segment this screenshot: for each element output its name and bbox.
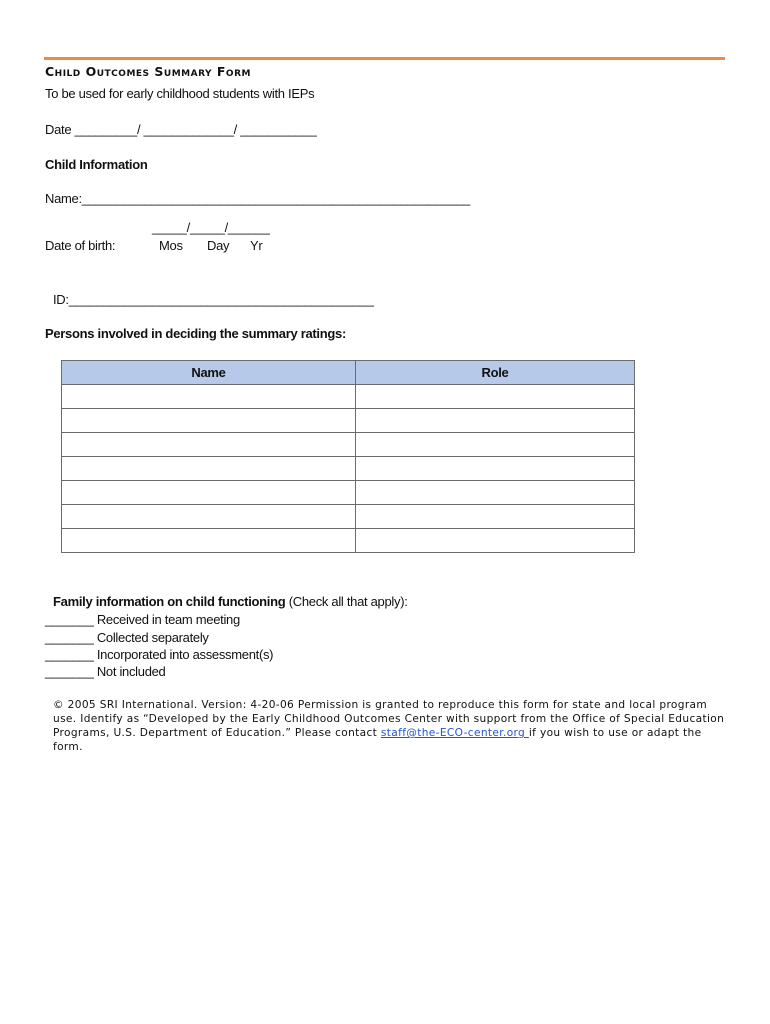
family-heading-bold: Family information on child functioning [53, 594, 286, 609]
name-cell[interactable] [62, 409, 356, 433]
role-cell[interactable] [356, 457, 635, 481]
family-option-collected-separately[interactable]: _______ Collected separately [45, 630, 209, 645]
dob-day-label: Day [207, 238, 230, 253]
role-cell[interactable] [356, 433, 635, 457]
family-heading-rest: (Check all that apply): [285, 594, 408, 609]
form-subtitle: To be used for early childhood students with IEPs [45, 86, 315, 101]
id-field[interactable]: ID:____________________________________________ [53, 292, 374, 307]
column-header-name: Name [62, 361, 356, 385]
form-title: Child Outcomes Summary Form [45, 64, 251, 79]
child-info-heading: Child Information [45, 157, 148, 172]
table-row [62, 457, 635, 481]
footer-text-end: if you wish to use or adapt the form. [53, 727, 702, 753]
name-field[interactable]: Name:________________________________________________________ [45, 191, 470, 206]
contact-email-link[interactable]: staff@the-ECO-center.org [380, 727, 529, 739]
table-header-row [62, 361, 635, 385]
name-cell[interactable] [62, 505, 356, 529]
role-cell[interactable] [356, 529, 635, 553]
name-cell[interactable] [62, 385, 356, 409]
dob-year-label: Yr [250, 238, 263, 253]
dob-label: Date of birth: [45, 238, 116, 253]
persons-heading: Persons involved in deciding the summary ratings: [45, 326, 346, 341]
table-row [62, 505, 635, 529]
role-cell[interactable] [356, 481, 635, 505]
family-option-team-meeting[interactable]: _______ Received in team meeting [45, 612, 240, 627]
table-row [62, 481, 635, 505]
table-row [62, 409, 635, 433]
persons-table [61, 360, 635, 553]
copyright-footer [53, 698, 725, 754]
date-field[interactable]: Date _________/ _____________/ ___________ [45, 122, 317, 137]
name-cell[interactable] [62, 529, 356, 553]
family-option-incorporated[interactable]: _______ Incorporated into assessment(s) [45, 647, 274, 662]
header-rule [44, 57, 725, 60]
role-cell[interactable] [356, 505, 635, 529]
name-cell[interactable] [62, 433, 356, 457]
name-cell[interactable] [62, 481, 356, 505]
footer-text: © 2005 SRI International. Version: 4-20-06 Permission is granted to reproduce this form for state and local program use. Identify as “Developed by the Early Childhood Outcomes Center with support from the Office of Special Education Programs, U.S. Department of Education.” Please contact [53, 699, 725, 739]
table-row [62, 385, 635, 409]
family-option-not-included[interactable]: _______ Not included [45, 664, 166, 679]
dob-month-label: Mos [159, 238, 183, 253]
dob-blank-field[interactable]: _____/_____/______ [152, 220, 270, 235]
table-row [62, 433, 635, 457]
role-cell[interactable] [356, 409, 635, 433]
column-header-role: Role [356, 361, 635, 385]
table-row [62, 529, 635, 553]
role-cell[interactable] [356, 385, 635, 409]
family-heading [53, 594, 408, 609]
name-cell[interactable] [62, 457, 356, 481]
